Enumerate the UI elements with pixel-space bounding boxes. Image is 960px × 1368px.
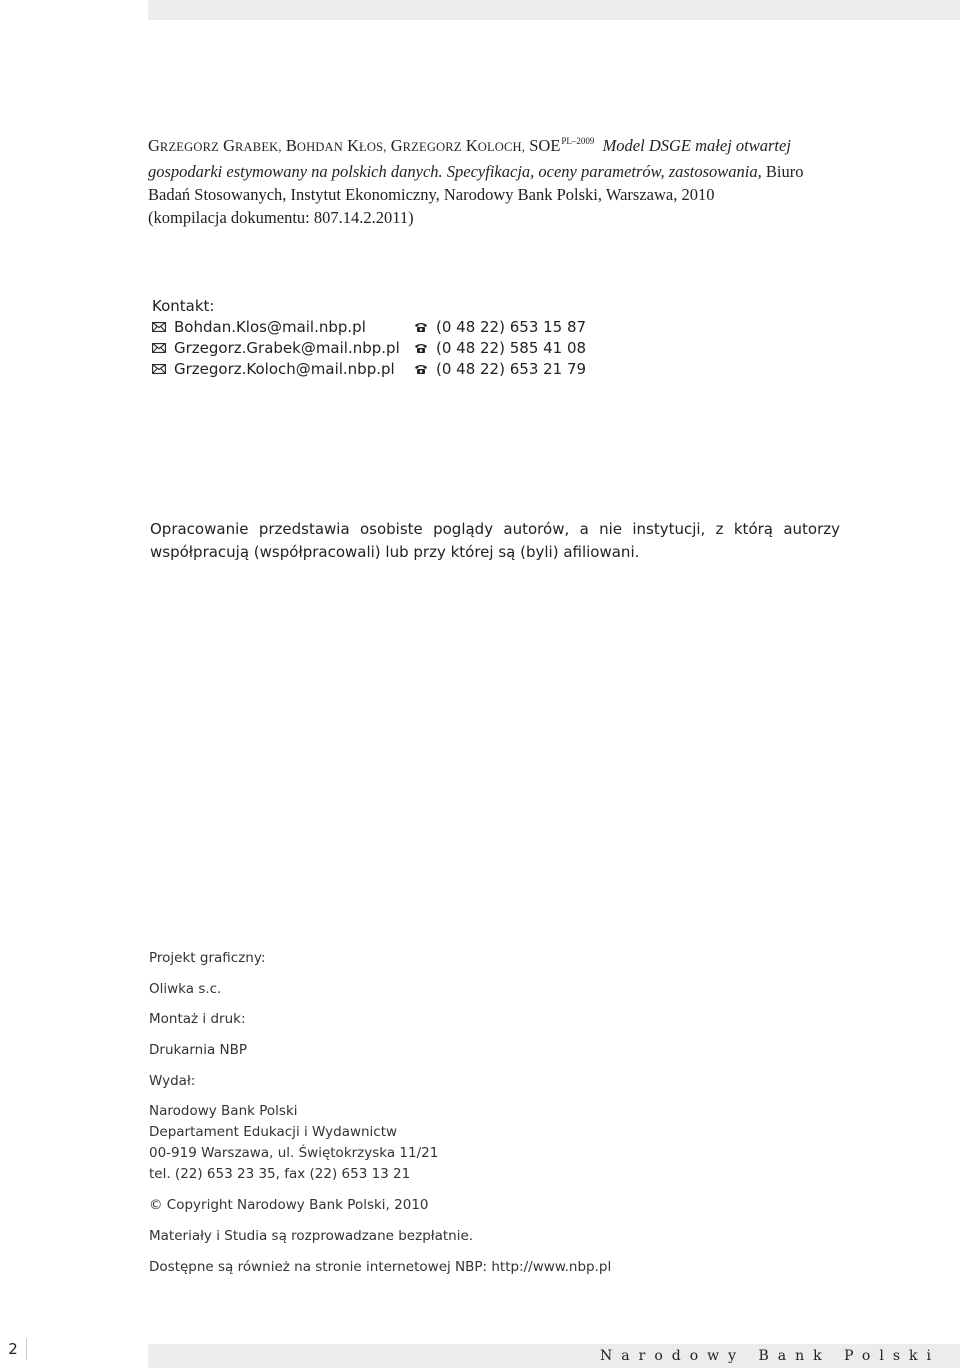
author-initial: G — [148, 136, 160, 155]
design-label: Projekt graficzny: — [149, 950, 266, 966]
phone-icon — [414, 363, 428, 375]
contact-row — [152, 338, 587, 359]
compilation-note: (kompilacja dokumentu: 807.14.2.2011) — [148, 208, 414, 227]
author-initial: B — [285, 136, 297, 155]
author-initial: K — [347, 136, 360, 155]
author-initial: G — [390, 136, 403, 155]
author-name: RZEGORZ — [402, 140, 462, 154]
author-name: OHDAN — [296, 140, 343, 154]
author-initial: G — [223, 136, 236, 155]
phone-number: (0 48 22) 653 15 87 — [436, 318, 587, 336]
phone-number: (0 48 22) 653 21 79 — [436, 360, 587, 378]
paper-title: Model DSGE małej otwartej gospodarki estymowany na polskich danych. Specyfikacja, oceny parametrów, zastosowania, — [148, 136, 791, 181]
contact-block — [152, 295, 587, 380]
publisher-name: Narodowy Bank Polski — [149, 1103, 298, 1119]
design-value: Oliwka s.c. — [149, 981, 222, 997]
publisher-label: Wydał: — [149, 1073, 196, 1089]
footer-brand: Narodowy Bank Polski — [600, 1348, 940, 1364]
author-name: RZEGORZ — [159, 140, 219, 154]
envelope-icon — [152, 322, 166, 332]
phone-entry — [414, 317, 586, 338]
disclaimer: Opracowanie przedstawia osobiste poglądy autorów, a nie instytucji, z którą autorzy współpracują (współpracowali) lub przy której są (byli) afiliowani. — [150, 520, 840, 561]
address: 00-919 Warszawa, ul. Świętokrzyska 11/21 — [149, 1145, 439, 1161]
phone-fax: tel. (22) 653 23 35, fax (22) 653 13 21 — [149, 1166, 411, 1182]
header-band — [148, 0, 960, 20]
free-distribution-note: Materiały i Studia są rozprowadzane bezpłatnie. — [149, 1228, 474, 1244]
phone-icon — [414, 342, 428, 354]
copyright: © Copyright Narodowy Bank Polski, 2010 — [149, 1197, 429, 1213]
author-name: ŁOS, — [359, 140, 387, 154]
citation — [148, 134, 828, 229]
envelope-icon — [152, 343, 166, 353]
author-name: RABEK, — [235, 140, 282, 154]
online-availability: Dostępne są również na stronie internetowej NBP: http://www.nbp.pl — [149, 1259, 612, 1275]
email-link[interactable]: Bohdan.Klos@mail.nbp.pl — [174, 318, 366, 336]
email-link[interactable]: Grzegorz.Grabek@mail.nbp.pl — [174, 339, 400, 357]
department: Departament Edukacji i Wydawnictw — [149, 1124, 398, 1140]
phone-number: (0 48 22) 585 41 08 — [436, 339, 587, 357]
print-value: Drukarnia NBP — [149, 1042, 248, 1058]
contact-title: Kontakt: — [152, 297, 215, 315]
model-name: SOE — [529, 136, 561, 155]
footer-band — [148, 1344, 960, 1368]
print-label: Montaż i druk: — [149, 1011, 246, 1027]
email-link[interactable]: Grzegorz.Koloch@mail.nbp.pl — [174, 360, 395, 378]
phone-entry — [414, 359, 586, 380]
contact-row — [152, 317, 587, 338]
contact-row — [152, 359, 587, 380]
phone-entry — [414, 338, 586, 359]
author-name: OLOCH, — [477, 140, 526, 154]
page-number: 2 — [0, 1338, 27, 1360]
publisher-line: Biuro Badań Stosowanych, Instytut Ekonomiczny, Narodowy Bank Polski, Warszawa, 2010 — [148, 162, 804, 204]
envelope-icon — [152, 364, 166, 374]
author-initial: K — [465, 136, 478, 155]
model-superscript: PL–2009 — [561, 136, 595, 146]
phone-icon — [414, 321, 428, 333]
